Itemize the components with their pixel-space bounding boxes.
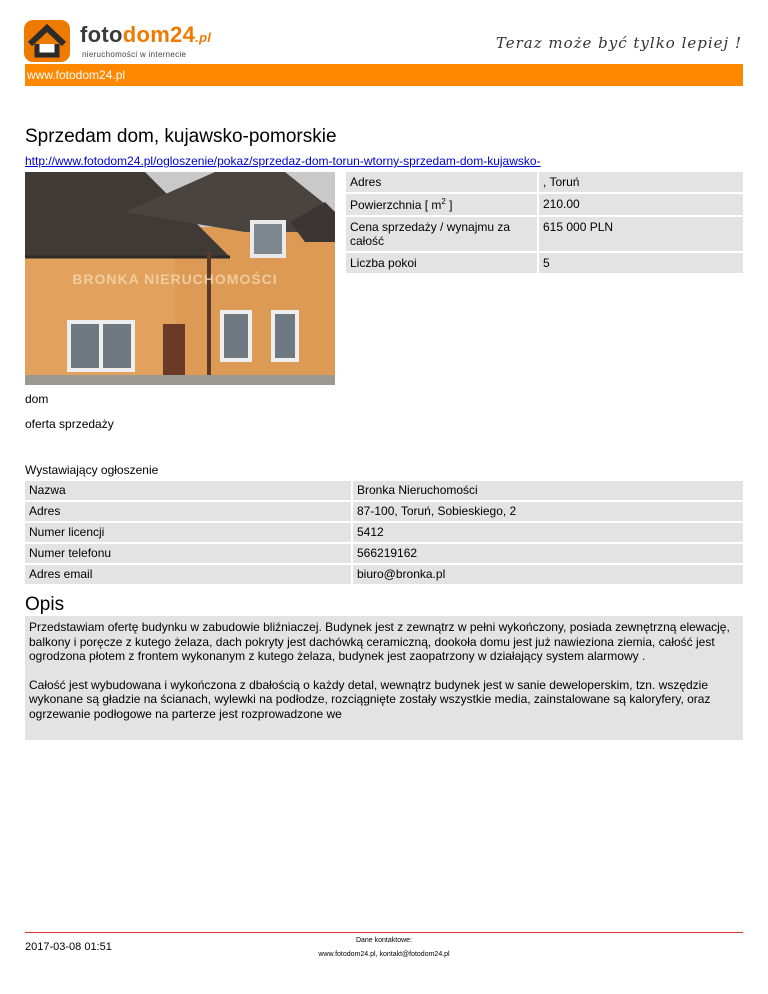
area-label-end: ]: [445, 198, 453, 212]
brand-accent: dom24: [122, 22, 196, 47]
detail-label: Liczba pokoi: [346, 253, 537, 273]
listing-title: Sprzedam dom, kujawsko-pomorskie: [25, 126, 337, 147]
table-row: [346, 172, 743, 192]
property-photo: [25, 172, 335, 385]
seller-value: 566219162: [353, 544, 743, 563]
table-row: [346, 253, 743, 273]
seller-label: Numer licencji: [25, 523, 351, 542]
detail-value: , Toruń: [539, 172, 743, 192]
slogan: Teraz może być tylko lepiej !: [495, 34, 742, 52]
seller-value: 87-100, Toruń, Sobieskiego, 2: [353, 502, 743, 521]
footer-date: 2017-03-08 01:51: [25, 941, 112, 953]
orange-bar: [25, 64, 743, 86]
footer-contact: www.fotodom24.pl, kontakt@fotodom24.pl: [318, 951, 450, 958]
brand-main: foto: [80, 22, 123, 47]
table-row: [346, 217, 743, 251]
table-row: [346, 194, 743, 215]
table-row: [25, 544, 743, 563]
detail-label: Adres: [346, 172, 537, 192]
seller-value: Bronka Nieruchomości: [353, 481, 743, 500]
house-photo-illustration: [25, 172, 335, 385]
detail-value: 210.00: [539, 194, 743, 215]
seller-label: Numer telefonu: [25, 544, 351, 563]
detail-value: 615 000 PLN: [539, 217, 743, 251]
detail-value: 5: [539, 253, 743, 273]
table-row: [25, 565, 743, 584]
seller-table: [25, 481, 743, 586]
brand-tagline: nieruchomości w internecie: [82, 50, 187, 59]
footer-contact-heading: Dane kontaktowe:: [355, 937, 413, 944]
brand-tld: .pl: [195, 30, 212, 45]
table-row: [25, 481, 743, 500]
footer-divider: [25, 932, 743, 933]
seller-label: Adres email: [25, 565, 351, 584]
seller-value: biuro@bronka.pl: [353, 565, 743, 584]
description-paragraph: Całość jest wybudowana i wykończona z dbałością o każdy detal, wewnątrz budynek jest w sanie deweloperskim, tzn. wszędzie wykonane są gładzie na ścianach, wylewki na podłodze, rozciągnięte zostały wszystkie media, zainstalowane są kaloryfery, oraz ogrzewanie podłogowe na parterze jest rozprowadzone we: [29, 677, 711, 721]
seller-heading: Wystawiający ogłoszenie: [25, 463, 159, 477]
listing-url-link[interactable]: http://www.fotodom24.pl/ogloszenie/pokaz/sprzedaz-dom-torun-wtorny-sprzedam-dom-kujawsko-: [25, 154, 541, 168]
house-logo-icon: [24, 20, 72, 62]
area-unit-sup: 2: [441, 197, 446, 206]
detail-label: Cena sprzedaży / wynajmu za całość: [346, 217, 537, 251]
detail-label: [346, 194, 537, 215]
offer-type: oferta sprzedaży: [25, 417, 114, 431]
area-label: Powierzchnia [ m: [350, 198, 442, 212]
page-header: [0, 0, 768, 62]
table-row: [25, 523, 743, 542]
seller-value: 5412: [353, 523, 743, 542]
photo-watermark: BRONKA NIERUCHOMOŚCI: [72, 271, 278, 287]
property-type: dom: [25, 392, 49, 406]
description-paragraph: Przedstawiam ofertę budynku w zabudowie bliźniaczej. Budynek jest z zewnątrz w pełni wykończony, posiada zewnętrzną elewację, balkony i poręcze z kutego żelaza, dach pokryty jest dachówką ceramiczną, dookoła domu jest już nawieziona ziemia, całość jest ogrodzona płotem z frontem wykonanym z kutego żelaza, budynek jest zaopatrzony w działający system alarmowy .: [29, 620, 730, 663]
description-heading: Opis: [25, 594, 65, 615]
description-box: [25, 616, 743, 740]
property-details-table: [346, 172, 743, 275]
brand-name: [80, 22, 211, 51]
seller-label: Adres: [25, 502, 351, 521]
table-row: [25, 502, 743, 521]
seller-label: Nazwa: [25, 481, 351, 500]
bar-site-url: www.fotodom24.pl: [27, 68, 126, 82]
